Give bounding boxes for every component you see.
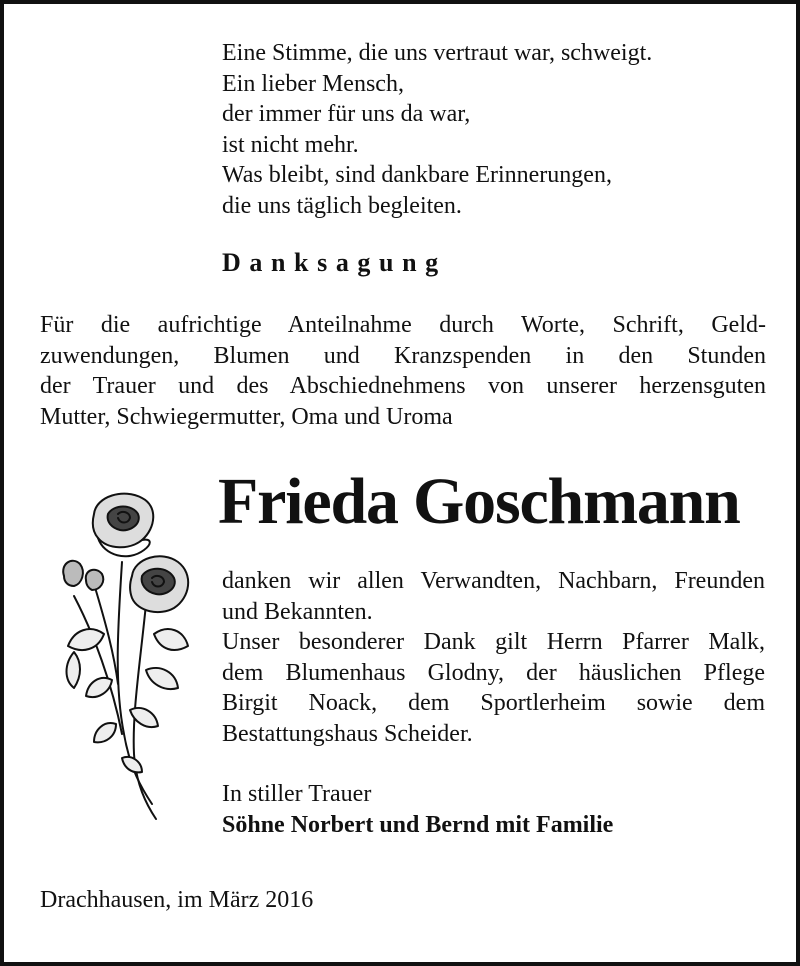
thanks-line: Unser besonderer Dank gilt Herrn Pfarrer Malk,	[222, 629, 765, 655]
intro-line: der Trauer und des Abschiednehmens von unserer herzensguten	[40, 373, 766, 399]
poem	[222, 38, 652, 221]
intro-line: Mutter, Schwiegermutter, Oma und Uroma	[40, 403, 453, 430]
poem-line: Eine Stimme, die uns vertraut war, schweigt.	[222, 40, 653, 66]
poem-line: Was bleibt, sind dankbare Erinnerungen,	[222, 162, 612, 188]
heading-danksagung: Danksagung	[222, 248, 447, 277]
poem-line: ist nicht mehr.	[222, 131, 359, 158]
intro-line: Für die aufrichtige Anteilnahme durch Worte, Schrift, Geld-	[40, 312, 766, 338]
thanks-line: dem Blumenhaus Glodny, der häuslichen Pflege	[222, 659, 765, 686]
poem-line: Ein lieber Mensch,	[222, 70, 404, 97]
place-date: Drachhausen, im März 2016	[40, 887, 314, 913]
thanks-line: und Bekannten.	[222, 598, 373, 625]
family-signature: Söhne Norbert und Bernd mit Familie	[222, 812, 614, 838]
thanks-line: Birgit Noack, dem Sportlerheim sowie dem	[222, 690, 765, 716]
thanks-paragraph	[222, 566, 765, 749]
poem-line: die uns täglich begleiten.	[222, 192, 462, 219]
thanks-line: Bestattungshaus Scheider.	[222, 720, 473, 747]
signoff-line: In stiller Trauer	[222, 781, 372, 807]
deceased-name: Frieda Goschmann	[218, 465, 740, 538]
intro-paragraph	[40, 310, 766, 432]
rose-illustration	[34, 484, 199, 829]
signoff	[222, 779, 613, 841]
poem-line: der immer für uns da war,	[222, 101, 471, 127]
thanks-line: danken wir allen Verwandten, Nachbarn, Freunden	[222, 568, 765, 594]
intro-line: zuwendungen, Blumen und Kranzspenden in den Stunden	[40, 342, 766, 369]
